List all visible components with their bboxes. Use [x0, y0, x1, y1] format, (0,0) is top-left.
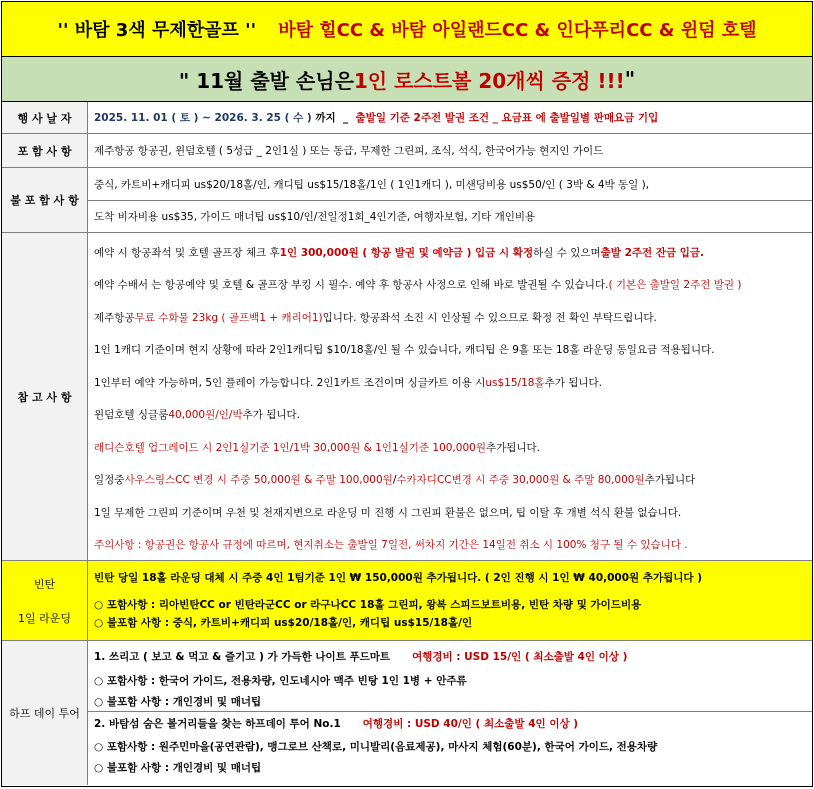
tour-2-excludes: ○ 불포함 사항 : 개인경비 및 매너팁 — [94, 761, 262, 774]
tour-2-price: 여행경비 : USD 40/인 ( 최소출발 4인 이상 ) — [362, 718, 579, 730]
bintan-label-2: 1일 라운딩 — [18, 611, 71, 625]
tour-1-includes: ○ 포함사항 : 한국어 가이드, 전용차량, 인도네시아 맥주 빈탕 1인 1병 + 안주류 — [94, 674, 467, 687]
note-9: 1일 무제한 그린피 기준이며 우천 및 천재지변으로 라운딩 미 진행 시 그린피 환불은 없으며, 팁 이탈 후 개별 석식 환불 없습니다. — [94, 506, 682, 519]
note-6: 윈덤호텔 싱글룸 40,000원/인/박 추가 됩니다. — [94, 409, 300, 422]
promo-highlight: 1인 로스트볼 20개씩 증정 !!! — [353, 68, 625, 93]
excludes-line-2: 도착 비자비용 us$35, 가이드 매너팁 us$10/인/전일정1회_4인기준, 여행자보험, 기타 개인비용 — [88, 200, 812, 232]
bintan-row — [2, 561, 812, 641]
excludes-line-1: 중식, 카트비+캐디피 us$20/18홀/인, 캐디팁 us$15/18홀/1인 ( 1인1캐디 ), 미샌딩비용 us$50/인 ( 3박 & 4박 동일 ), — [94, 178, 650, 191]
bintan-label — [2, 561, 88, 640]
note-4: 1인 1캐디 기준이며 현지 상황에 따라 2인1캐디팁 $10/18홀/인 될 수 있습니다, 캐디팁 은 9홀 또는 18홀 라운딩 동일요금 적용됩니다. — [94, 344, 715, 357]
note-7: 래디슨호텔 업그레이드 시 2인1실기준 1인/1박 30,000원 & 1인1실기준 100,000원 추가됩니다. — [94, 441, 541, 454]
note-5: 1인부터 예약 가능하며, 5인 플레이 가능합니다. 2인1카트 조건이며 싱글카트 이용 시 us$15/18홀 추가 됩니다. — [94, 376, 602, 389]
tour-1-price: 여행경비 : USD 15/인 ( 최소출발 4인 이상 ) — [412, 650, 628, 663]
tour-1-title: 1. 쓰리고 ( 보고 & 먹고 & 즐기고 ) 가 가득한 나이트 푸드마트 — [94, 650, 391, 663]
excludes-row — [2, 168, 812, 233]
period-row — [2, 102, 812, 134]
includes-label: 포 함 사 항 — [2, 134, 88, 167]
tour-1-excludes: ○ 불포함 사항 : 개인경비 및 매너팁 — [94, 695, 262, 708]
excludes-label: 불 포 함 사 항 — [2, 168, 88, 232]
includes-row — [2, 134, 812, 168]
note-3: 제주항공 무료 수화물 23kg ( 골프백1 + 캐리어1) 입니다. 항공좌석 소진 시 인상될 수 있으므로 확정 전 확인 부탁드립니다. — [94, 311, 657, 324]
bintan-label-1: 빈탄 — [33, 577, 56, 591]
notes-row — [2, 233, 812, 561]
bintan-line-3: ○ 불포함 사항 : 중식, 카트비+캐디피 us$20/18홀/인, 캐디팁 us$15/18홀/인 — [94, 616, 473, 629]
note-1: 예약 시 항공좌석 및 호텔 골프장 체크 후 1인 300,000원 ( 항공 발권 및 예약금 ) 입금 시 확정 하실 수 있으며 출발 2주전 잔금 입금. — [94, 246, 705, 259]
halfday-label: 하프 데이 투어 — [2, 641, 88, 785]
title-banner — [2, 2, 812, 57]
title-right: 바탐 힐CC & 바탐 아일랜드CC & 인다푸리CC & 윈덤 호텔 — [278, 20, 757, 41]
period-until: 까지 _ — [311, 112, 356, 124]
note-10: 주의사항 : 항공권은 항공사 규정에 따르며, 현지취소는 출발일 7일전, 써차지 기간은 14일전 취소 시 100% 청구 될 수 있습니다 . — [94, 539, 688, 552]
title-left: '' 바탐 3색 무제한골프 '' — [57, 20, 257, 41]
promo-suffix: " — [624, 67, 636, 91]
bintan-line-1: 빈탄 당일 18홀 라운딩 대체 시 주중 4인 1팀기준 1인 ₩ 150,000원 추가됩니다. ( 2인 진행 시 1인 ₩ 40,000원 추가됩니다 ) — [94, 571, 703, 584]
period-condition: 출발일 기준 2주전 발권 조건 _ 요금표 에 출발일별 판매요금 기입 — [355, 112, 659, 124]
promo-prefix: " 11월 출발 손님은 — [178, 68, 354, 93]
halfday-row — [2, 641, 812, 785]
notes-label: 참 고 사 항 — [2, 233, 88, 560]
tour-2-includes: ○ 포함사항 : 원주민마을(공연관람), 맹그로브 산책로, 미니발리(음료제공), 마사지 체험(60분), 한국어 가이드, 전용차량 — [94, 740, 658, 753]
tour-2-title: 2. 바탐섬 숨은 볼거리들을 찾는 하프데이 투어 No.1 — [94, 718, 341, 730]
period-label: 행 사 날 자 — [2, 102, 88, 133]
note-2: 예약 수배서 는 항공예약 및 호텔 & 골프장 부킹 시 필수. 예약 후 항공사 사정으로 인해 바로 발권될 수 있습니다. ( 기본은 출발일 2주전 발권 ) — [94, 279, 742, 292]
tour-info-sheet — [1, 1, 813, 787]
tour-1-title-line — [88, 643, 812, 669]
period-dates: 2025. 11. 01 ( 토 ) ~ 2026. 3. 25 ( 수 ) — [94, 112, 312, 124]
tour-2-title-line — [88, 711, 812, 735]
promo-banner — [2, 57, 812, 102]
includes-text: 제주항공 항공권, 윈덤호텔 ( 5성급 _ 2인1실 ) 또는 동급, 무제한 그린피, 조식, 석식, 한국어가능 현지인 가이드 — [94, 145, 604, 157]
bintan-line-2: ○ 포함사항 : 리아빈탄CC or 빈탄라군CC or 라구나CC 18홀 그린피, 왕복 스피드보트비용, 빈탄 차량 및 가이드비용 — [94, 598, 642, 611]
note-8: 일정중 사우스링스CC 변경 시 주중 50,000원 & 주말 100,000원 / 수카자디CC변경 시 주중 30,000원 & 주말 80,000원 추가됩니다 — [94, 473, 696, 487]
